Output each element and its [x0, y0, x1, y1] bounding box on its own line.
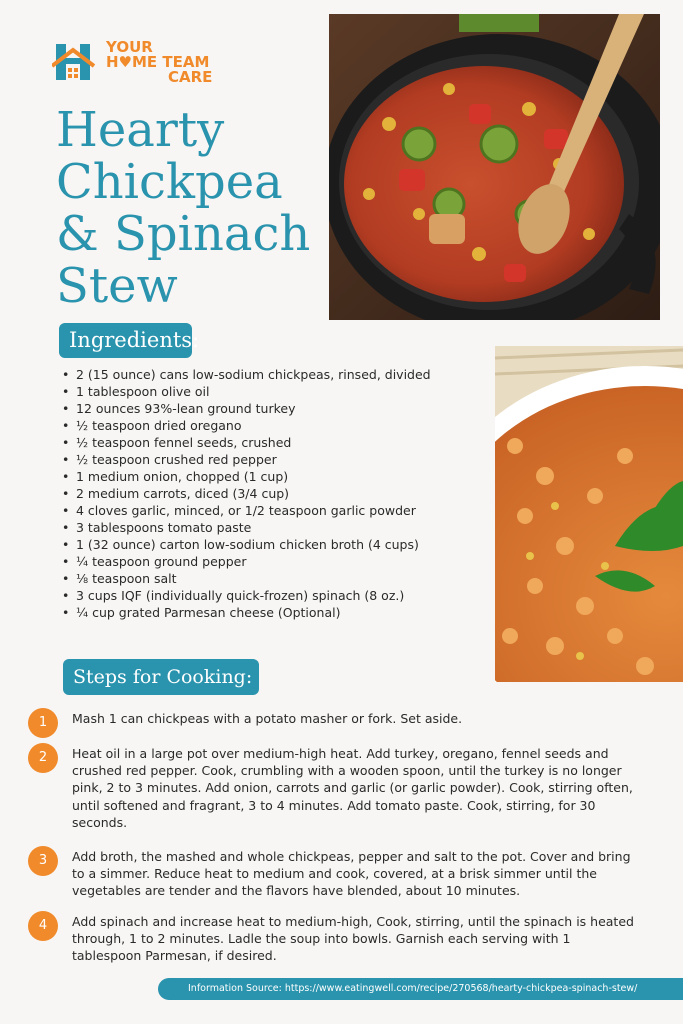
- recipe-title: [56, 104, 310, 312]
- ingredients-list: [62, 366, 482, 621]
- list-item: • 3 cups IQF (individually quick-frozen) spinach (8 oz.): [62, 587, 482, 604]
- step-text: Add spinach and increase heat to medium-high, Cook, stirring, until the spinach is heated through, 1 to 2 minutes. Ladle the soup into bowls. Garnish each serving with 1 tablespoon Parmesan, if desired.: [72, 914, 634, 964]
- title-line-3: & Spinach: [56, 206, 311, 262]
- list-item: • ½ teaspoon dried oregano: [62, 417, 482, 434]
- list-item: • 12 ounces 93%-lean ground turkey: [62, 400, 482, 417]
- step-number-badge: 2: [28, 743, 58, 773]
- skillet-stew-photo: [329, 14, 660, 320]
- list-item: • 3 tablespoons tomato paste: [62, 519, 482, 536]
- steps-heading: Steps for Cooking:: [63, 659, 259, 695]
- list-item: • 1 tablespoon olive oil: [62, 383, 482, 400]
- information-source: Information Source: https://www.eatingwell.com/recipe/270568/hearty-chickpea-spinach-stew/: [158, 978, 683, 1000]
- list-item: • 2 medium carrots, diced (3/4 cup): [62, 485, 482, 502]
- list-item: • 1 medium onion, chopped (1 cup): [62, 468, 482, 485]
- brand-line-2: H♥ME TEAM: [106, 53, 210, 71]
- title-line-2: Chickpea: [56, 154, 283, 210]
- list-item: • ½ teaspoon crushed red pepper: [62, 451, 482, 468]
- title-line-4: Stew: [56, 258, 178, 314]
- list-item: • 2 (15 ounce) cans low-sodium chickpeas, rinsed, divided: [62, 366, 482, 383]
- house-icon: [52, 44, 94, 80]
- soup-bowl-photo: [495, 346, 683, 682]
- list-item: • 4 cloves garlic, minced, or 1/2 teaspoon garlic powder: [62, 502, 482, 519]
- step-text: Add broth, the mashed and whole chickpeas, pepper and salt to the pot. Cover and bring to a simmer. Reduce heat to medium and cook, covered, at a brisk simmer until the vegetables are tender and the flavors have blended, about 10 minutes.: [72, 849, 631, 899]
- step-number-badge: 3: [28, 846, 58, 876]
- brand-line-3: CARE: [168, 68, 213, 86]
- list-item: • 1 (32 ounce) carton low-sodium chicken broth (4 cups): [62, 536, 482, 553]
- ingredients-heading: Ingredients:: [59, 323, 192, 358]
- list-item: • ⅛ teaspoon salt: [62, 570, 482, 587]
- step-number-badge: 4: [28, 911, 58, 941]
- list-item: • ½ teaspoon fennel seeds, crushed: [62, 434, 482, 451]
- list-item: • ¼ cup grated Parmesan cheese (Optional): [62, 604, 482, 621]
- step-text: Heat oil in a large pot over medium-high heat. Add turkey, oregano, fennel seeds and crushed red pepper. Cook, crumbling with a wooden spoon, until the turkey is no longer pink, 2 to 3 minutes. Add onion, carrots and garlic (or garlic powder). Cook, stirring often, until softened and fragrant, 3 to 4 minutes. Add tomato paste. Cook, stirring, for 30 seconds.: [72, 746, 633, 830]
- brand-name: [106, 40, 212, 85]
- brand-line-1: YOUR: [106, 38, 153, 56]
- list-item: • ¼ teaspoon ground pepper: [62, 553, 482, 570]
- title-line-1: Hearty: [56, 102, 225, 158]
- step-number-badge: 1: [28, 708, 58, 738]
- step-text: Mash 1 can chickpeas with a potato masher or fork. Set aside.: [72, 711, 463, 726]
